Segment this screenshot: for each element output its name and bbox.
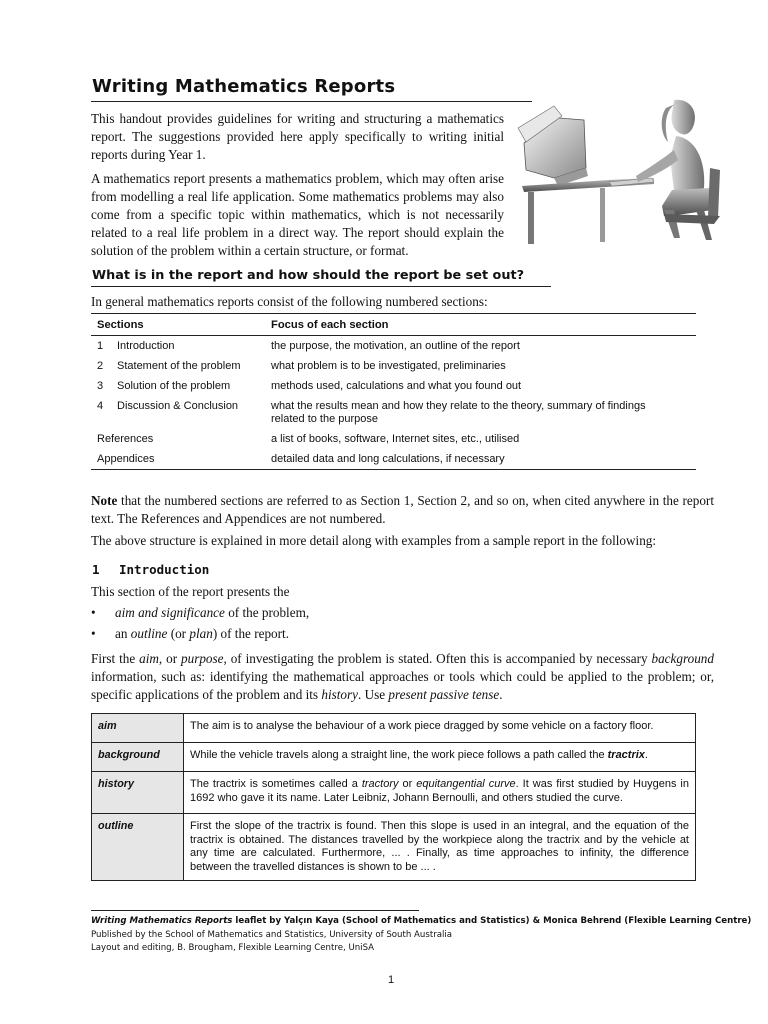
aim-paragraph: First the aim, or purpose, of investigating the problem is stated. Often this is accompanied by necessary background information, such as: identifying the mathematical approaches or tools which could be applied to the problem; or, specific applications of the problem and its history. Use present passive tense. [91,651,714,702]
footer-rule [91,910,419,911]
section-heading: What is in the report and how should the report be set out? [92,268,524,283]
row-focus: what the results mean and how they relate to the theory, summary of findings related to the purpose [271,400,646,425]
row-section: Discussion & Conclusion [117,400,239,412]
table-row [91,356,696,376]
table-row [91,336,696,357]
row-number: 2 [97,360,104,372]
history-text: The tractrix is sometimes called a tractory or equitangential curve. It was first studied by Huygens in 1692 who gave it its name. Later Leibniz, Johann Bernoulli, and others studied the curve. [184,772,696,814]
row-number: 3 [97,380,104,392]
bullet-text: ) of the report. [212,626,289,641]
row-section: Statement of the problem [117,360,241,372]
row-section: References [97,433,154,445]
outline-text: First the slope of the tractrix is found. Then this slope is used in an integral, and the equation of the tractrix is obtained. The distances travelled by the workpiece along the tractrix and by the vehicle at any time are calculated. Furthermore, ... . Finally, as time approaches to infinity, the difference between the travelled distances is shown to be ... . [184,814,696,881]
introduction-number: 1 [92,562,100,577]
footer-publisher: Published by the School of Mathematics and Statistics, University of South Australia [91,930,453,940]
note-paragraph [91,492,714,528]
note-text: that the numbered sections are referred to as Section 1, Section 2, and so on, when cited anywhere in the report text. The References and Appendices are not numbered. [91,493,714,526]
list-item: • aim and significance of the problem, [91,605,310,620]
bullet-text: (or [167,626,190,641]
intro-paragraph-1: This handout provides guidelines for writing and structuring a mathematics report. The suggestions provided here apply specifically to writing initial reports during Year 1. [91,111,504,162]
table-row [92,772,696,814]
footer-credit: Writing Mathematics Reports leaflet by Yalçın Kaya (School of Mathematics and Statistics) & Monica Behrend (Flexible Learning Centre) [91,916,752,926]
outline-label: outline [92,814,184,881]
table-row [91,396,696,429]
row-focus: methods used, calculations and what you found out [271,380,522,392]
table-row [92,743,696,772]
footer-layout: Layout and editing, B. Brougham, Flexible Learning Centre, UniSA [91,943,375,953]
table-row [92,814,696,881]
list-item: • an outline (or plan) of the report. [91,626,289,641]
background-text: While the vehicle travels along a straight line, the work piece follows a path called the tractrix. [184,743,696,772]
bullet-text: of the problem, [224,605,310,620]
row-number: 1 [97,340,104,352]
person-at-computer-icon [514,98,724,248]
focus-header: Focus of each section [265,314,696,336]
introduction-lead: This section of the report presents the [91,584,290,599]
page-title: Writing Mathematics Reports [92,76,396,97]
aim-label: aim [92,714,184,743]
sections-table [91,313,696,470]
row-number: 4 [97,400,104,412]
table-row [91,376,696,396]
heading-rule [91,286,551,287]
row-focus: what problem is to be investigated, preliminaries [271,360,506,372]
title-rule [91,101,532,102]
history-label: history [92,772,184,814]
row-section: Solution of the problem [117,380,231,392]
general-text: In general mathematics reports consist of the following numbered sections: [91,294,488,309]
background-label: background [92,743,184,772]
intro-paragraph-2: A mathematics report presents a mathematics problem, which may often arise from modelling a real life application. Some mathematics problems may also come from a specific topic within mathematics, which is not necessarily related to a real life problem in a direct way. The report should explain the solution of the problem within a certain structure, or format. [91,171,504,258]
bullet-emphasis: aim and significance [115,605,225,620]
introduction-heading [92,562,209,577]
table-row [92,714,696,743]
intro-text [91,110,504,266]
table-row [91,429,696,449]
sections-header: Sections [91,314,265,336]
structure-paragraph: The above structure is explained in more detail along with examples from a sample report in the following: [91,533,657,548]
page-number: 1 [388,974,395,986]
row-section: Appendices [91,449,265,470]
table-row [91,449,696,470]
bullet-text: an [115,626,131,641]
row-focus: a list of books, software, Internet sites, etc., utilised [271,433,520,445]
note-label: Note [91,493,118,508]
introduction-title: Introduction [119,562,210,577]
bullet-emphasis: plan [189,626,213,641]
row-focus: the purpose, the motivation, an outline of the report [271,340,520,352]
bullet-emphasis: outline [130,626,168,641]
row-section: Introduction [117,340,175,352]
example-table [91,713,696,881]
row-focus: detailed data and long calculations, if necessary [265,449,696,470]
aim-text: The aim is to analyse the behaviour of a work piece dragged by some vehicle on a factory floor. [184,714,696,743]
